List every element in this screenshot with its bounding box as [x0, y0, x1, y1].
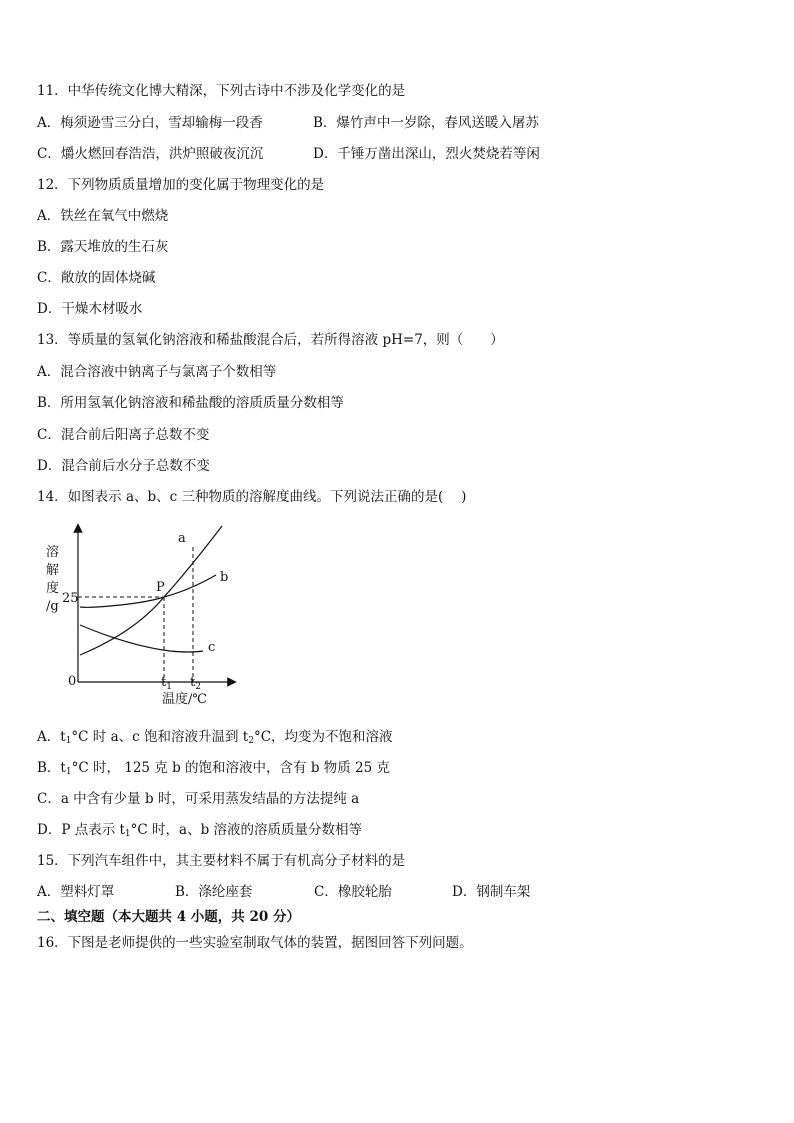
curve-c-label: c	[208, 640, 216, 655]
curve-c	[80, 625, 203, 652]
curve-b	[80, 575, 216, 607]
q16-stem: 16．下图是老师提供的一些实验室制取气体的装置，据图回答下列问题。	[37, 935, 473, 951]
ylabel-char-2: 解	[46, 563, 60, 578]
q14-option-c: C．a 中含有少量 b 时，可采用蒸发结晶的方法提纯 a	[37, 791, 360, 807]
q11-stem: 11．中华传统文化博大精深，下列古诗中不涉及化学变化的是	[37, 83, 406, 99]
y-tick-25: 25	[62, 591, 79, 606]
q12-option-c: C．敞放的固体烧碱	[37, 270, 156, 286]
solubility-curve-diagram	[40, 520, 240, 710]
curve-b-label: b	[220, 570, 229, 585]
ylabel-char-1: 溶	[46, 545, 60, 560]
point-p-label: P	[156, 580, 165, 595]
q15-stem: 15．下列汽车组件中，其主要材料不属于有机高分子材料的是	[37, 853, 406, 869]
ylabel-char-3: 度	[46, 581, 60, 596]
q11-option-d: D．千锤万凿出深山，烈火焚烧若等闲	[313, 146, 540, 162]
q12-option-b: B．露天堆放的生石灰	[37, 239, 169, 255]
q13-option-b: B．所用氢氧化钠溶液和稀盐酸的溶质质量分数相等	[37, 395, 344, 411]
q11-option-b: B．爆竹声中一岁除，春风送暖入屠苏	[313, 115, 539, 131]
section-heading: 二、填空题（本大题共 4 小题，共 20 分）	[37, 909, 300, 925]
curve-a-label: a	[178, 531, 186, 546]
q15-option-d: D．钢制车架	[452, 884, 531, 900]
x-tick-t2: $t_2$	[190, 675, 201, 692]
q14-stem: 14．如图表示 a、b、c 三种物质的溶解度曲线。下列说法正确的是( )	[37, 489, 467, 505]
ylabel-char-4: /g	[46, 599, 59, 614]
q14-option-b: B．$t_1^\circ C$ 时， 125 克 b 的饱和溶液中，含有 b 物质 25 克	[37, 760, 391, 777]
q11-option-a: A．梅须逊雪三分白，雪却输梅一段香	[37, 115, 263, 131]
q12-stem: 12．下列物质质量增加的变化属于物理变化的是	[37, 177, 325, 193]
q13-option-a: A．混合溶液中钠离子与氯离子个数相等	[37, 364, 277, 380]
x-axis-label: 温度/℃	[162, 692, 207, 707]
q13-stem: 13．等质量的氢氧化钠溶液和稀盐酸混合后，若所得溶液 pH=7，则（ ）	[37, 332, 504, 348]
x-tick-t1: $t_1$	[161, 675, 172, 692]
q13-option-d: D．混合前后水分子总数不变	[37, 458, 210, 474]
q15-option-c: C．橡胶轮胎	[314, 884, 392, 900]
q14-option-a: A．$t_1^\circ C$ 时 a、c 饱和溶液升温到 $t_2^\circ C$，均变为不饱和溶液	[37, 729, 393, 746]
q15-option-b: B．涤纶座套	[175, 884, 253, 900]
q13-option-c: C．混合前后阳离子总数不变	[37, 427, 210, 443]
q14-option-d: D．P 点表示 $t_1^\circ C$ 时，a、b 溶液的溶质质量分数相等	[37, 822, 363, 839]
origin-label: 0	[68, 674, 77, 689]
q11-option-c: C．爝火燃回春浩浩，洪炉照破夜沉沉	[37, 146, 264, 162]
q15-option-a: A．塑料灯罩	[37, 884, 115, 900]
curve-a	[80, 526, 222, 655]
q12-option-a: A．铁丝在氧气中燃烧	[37, 208, 169, 224]
q12-option-d: D．干燥木材吸水	[37, 301, 143, 317]
